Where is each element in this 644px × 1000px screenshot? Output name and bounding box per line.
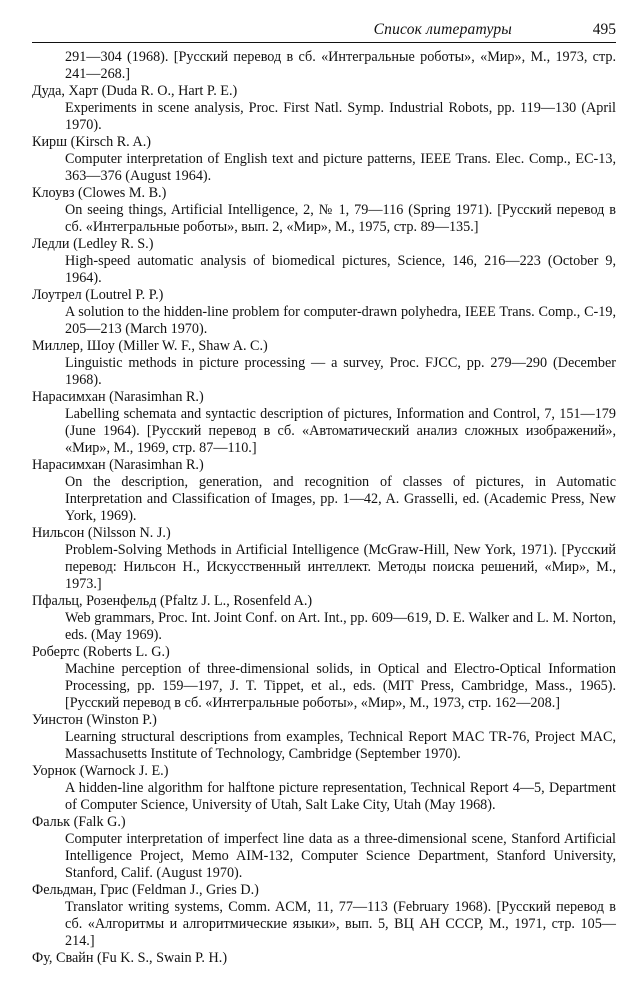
entry-author: Нарасимхан (Narasimhan R.): [32, 457, 204, 473]
entry-reference: Problem-Solving Methods in Artificial Intelligence (McGraw-Hill, New York, 1971). [Русский перевод: Нильсон Н., Искусственный интеллект. Методы поиска решений, «Мир», М., 1973.]: [65, 542, 616, 592]
continued-reference-text: 291—304 (1968). [Русский перевод в сб. «Интегральные роботы», «Мир», М., 1973, стр. 241—268.]: [65, 49, 616, 82]
entry-author: Фельдман, Грис (Feldman J., Gries D.): [32, 882, 259, 898]
bibliography-entry: [32, 763, 616, 814]
entry-author: Кирш (Kirsch R. A.): [32, 134, 152, 150]
entry-author: Дуда, Харт (Duda R. O., Hart P. E.): [32, 83, 238, 99]
bibliography-entry: [32, 389, 616, 457]
bibliography-entry: [32, 882, 616, 950]
entry-author: Фу, Свайн (Fu K. S., Swain P. H.): [32, 950, 228, 966]
entry-author: Ледли (Ledley R. S.): [32, 236, 154, 252]
bibliography-list: [32, 49, 616, 967]
entry-reference: Computer interpretation of imperfect line data as a three-dimensional scene, Stanford Artificial Intelligence Project, Memo AIM-132, Computer Science Department, Stanford University, Stanford, Calif. (August 1970).: [65, 831, 616, 881]
entry-reference: Experiments in scene analysis, Proc. First Natl. Symp. Industrial Robots, pp. 119—130 (April 1970).: [65, 100, 616, 133]
entry-reference: High-speed automatic analysis of biomedical pictures, Science, 146, 216—223 (October 9, 1964).: [65, 253, 616, 286]
bibliography-entry: [32, 185, 616, 236]
entry-reference: On the description, generation, and recognition of classes of pictures, in Automatic Interpretation and Classification of Images, pp. 1—42, A. Grasselli, ed. (Academic Press, New York, 1969).: [65, 474, 616, 524]
bibliography-entry: [32, 134, 616, 185]
page-header: [32, 20, 616, 43]
entry-author: Пфальц, Розенфельд (Pfaltz J. L., Rosenfeld A.): [32, 593, 313, 609]
entry-reference: Computer interpretation of English text and picture patterns, IEEE Trans. Elec. Comp., EC-13, 363—376 (August 1964).: [65, 151, 616, 184]
entry-reference: A hidden-line algorithm for halftone picture representation, Technical Report 4—5, Department of Computer Science, University of Utah, Salt Lake City, Utah (May 1968).: [65, 780, 616, 813]
bibliography-entry: [32, 950, 616, 967]
entry-author: Миллер, Шоу (Miller W. F., Shaw A. C.): [32, 338, 268, 354]
bibliography-entry: [32, 525, 616, 593]
bibliography-entry: [32, 593, 616, 644]
running-title: Список литературы: [373, 21, 512, 38]
entry-reference: Translator writing systems, Comm. ACM, 11, 77—113 (February 1968). [Русский перевод в сб. «Алгоритмы и алгоритмические языки», вып. 5, ВЦ АН СССР, М., 1971, стр. 105—214.]: [65, 899, 616, 949]
entry-reference: Linguistic methods in picture processing — a survey, Proc. FJCC, pp. 279—290 (December 1968).: [65, 355, 616, 388]
entry-author: Нильсон (Nilsson N. J.): [32, 525, 171, 541]
continued-entry: [32, 49, 616, 83]
bibliography-entry: [32, 287, 616, 338]
entry-author: Фальк (Falk G.): [32, 814, 126, 830]
entry-author: Робертс (Roberts L. G.): [32, 644, 170, 660]
page-number: 495: [592, 21, 616, 38]
bibliography-entry: [32, 712, 616, 763]
entry-reference: On seeing things, Artificial Intelligence, 2, № 1, 79—116 (Spring 1971). [Русский перевод в сб. «Интегральные роботы», вып. 2, «Мир», М., 1975, стр. 89—135.]: [65, 202, 616, 235]
bibliography-entry: [32, 236, 616, 287]
bibliography-entry: [32, 814, 616, 882]
entry-author: Клоувз (Clowes M. B.): [32, 185, 167, 201]
entry-author: Уинстон (Winston P.): [32, 712, 157, 728]
entry-reference: Machine perception of three-dimensional solids, in Optical and Electro-Optical Information Processing, pp. 159—197, J. T. Tippet, et al., eds. (MIT Press, Cambridge, Mass., 1965). [Русский перевод в сб. «Интегральные роботы», «Мир», М., 1973, стр. 162—208.]: [65, 661, 616, 711]
entry-reference: Labelling schemata and syntactic description of pictures, Information and Control, 7, 151—179 (June 1964). [Русский перевод в сб. «Автоматический анализ сложных изображений», «Мир», М., 1969, стр. 87—110.]: [65, 406, 616, 456]
bibliography-entry: [32, 457, 616, 525]
bibliography-entry: [32, 338, 616, 389]
bibliography-entry: [32, 83, 616, 134]
entry-author: Уорнок (Warnock J. E.): [32, 763, 169, 779]
entry-reference: Learning structural descriptions from examples, Technical Report MAC TR-76, Project MAC, Massachusetts Institute of Technology, Cambridge (September 1970).: [65, 729, 616, 762]
entry-reference: A solution to the hidden-line problem for computer-drawn polyhedra, IEEE Trans. Comp., C-19, 205—213 (March 1970).: [65, 304, 616, 337]
bibliography-entry: [32, 644, 616, 712]
entry-reference: Web grammars, Proc. Int. Joint Conf. on Art. Int., pp. 609—619, D. E. Walker and L. M. Norton, eds. (May 1969).: [65, 610, 616, 643]
entry-author: Нарасимхан (Narasimhan R.): [32, 389, 204, 405]
entry-author: Лоутрел (Loutrel P. P.): [32, 287, 164, 303]
